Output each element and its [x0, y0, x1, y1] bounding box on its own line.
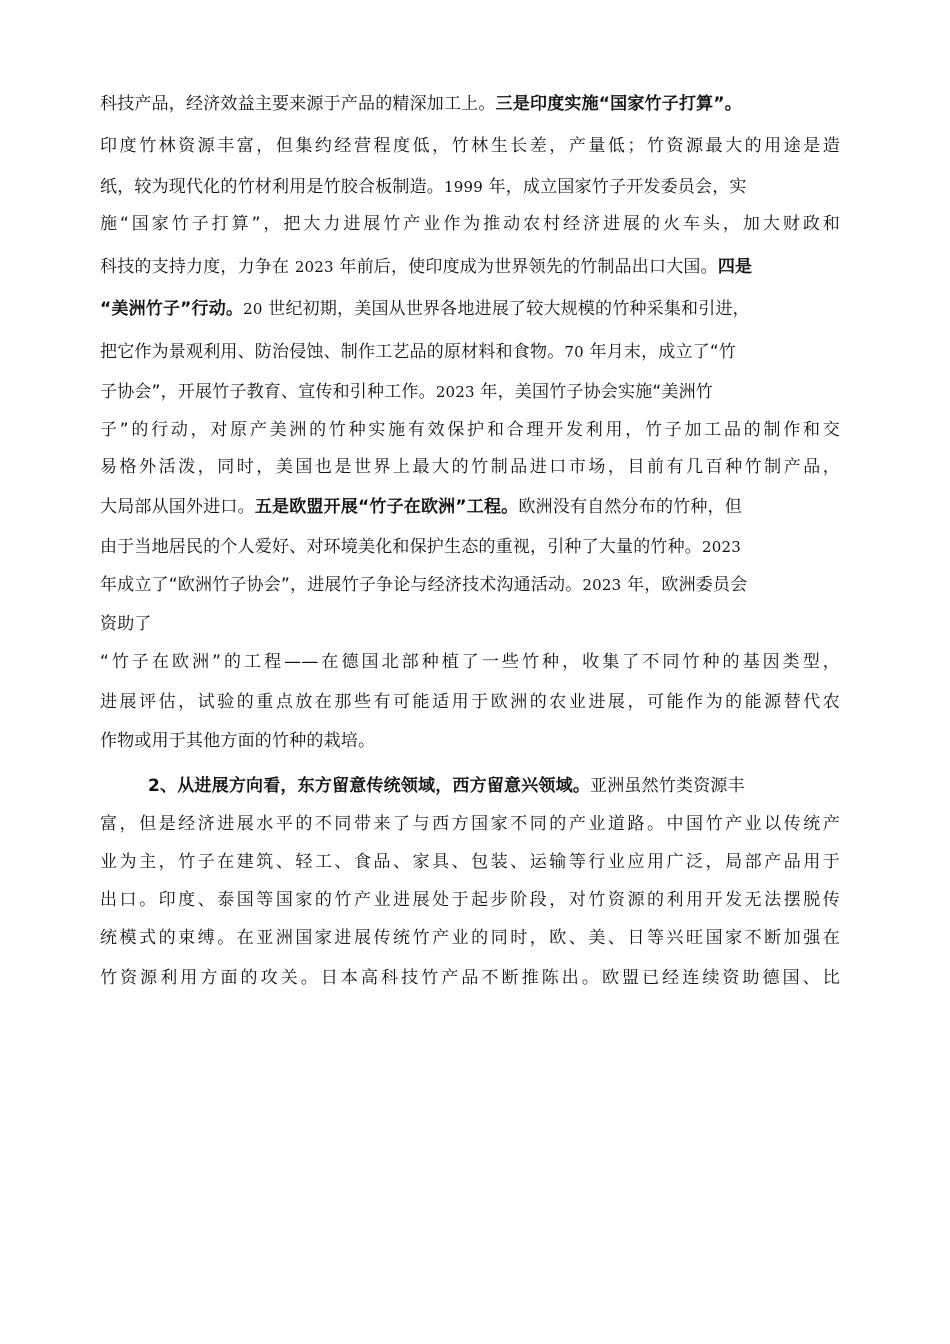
text-segment: 纸，较为现代化的竹材利用是竹胶合板制造。 [100, 177, 444, 197]
number-text-segment: 2023 [702, 538, 741, 556]
text-line [100, 573, 840, 597]
text-line [100, 212, 840, 236]
text-line [100, 650, 840, 674]
text-line [100, 255, 840, 279]
text-segment: 科技的支持力度，力争在 [100, 257, 295, 277]
bold-text-segment: “美洲竹子”行动。 [100, 299, 244, 319]
number-text-segment: 2023 [582, 576, 622, 594]
text-line [100, 612, 840, 636]
text-line [100, 380, 840, 404]
text-line [100, 535, 840, 559]
text-segment: 年前后，使印度成为世界领先的竹制品出口大国。 [333, 257, 718, 277]
number-text-segment: 70 [564, 343, 584, 361]
text-segment: 世纪初期，美国从世界各地进展了较大规模的竹种采集和引进， [262, 299, 750, 319]
text-segment: 富，但是经济进展水平的不同带来了与西方国家不同的产业道路。中国竹产业以传统产 [100, 814, 840, 834]
text-line [100, 495, 840, 519]
bold-text-segment: 2、从进展方向看，东方留意传统领域，西方留意兴领域。 [148, 776, 591, 796]
text-segment: 竹资源利用方面的攻关。日本高科技竹产品不断推陈出。欧盟已经连续资助德国、比 [100, 968, 840, 988]
text-segment: 统模式的束缚。在亚洲国家进展传统竹产业的同时，欧、美、日等兴旺国家不断加强在 [100, 928, 840, 948]
text-line [100, 92, 840, 116]
text-segment: 年成立了“欧洲竹子协会”，进展竹子争论与经济技术沟通活动。 [100, 575, 583, 595]
text-segment: 大局部从国外进口。 [100, 497, 255, 517]
text-segment: 进展评估，试验的重点放在那些有可能适用于欧洲的农业进展，可能作为的能源替代农 [100, 692, 840, 712]
bold-text-segment: 五是欧盟开展“竹子在欧洲”工程。 [254, 497, 519, 517]
number-text-segment: 2023 [435, 383, 475, 401]
text-line [100, 966, 840, 990]
text-segment: 把它作为景观利用、防治侵蚀、制作工艺品的原材料和食物。 [100, 342, 565, 362]
bold-text-segment: 三是印度实施“国家竹子打算”。 [495, 94, 742, 114]
text-segment: 亚洲虽然竹类资源丰 [590, 776, 745, 796]
text-segment: 业为主，竹子在建筑、轻工、食品、家具、包装、运输等行业应用广泛，局部产品用于 [100, 852, 840, 872]
text-segment: 年，美国竹子协会实施“美洲竹 [474, 382, 714, 402]
text-segment: 印度竹林资源丰富，但集约经营程度低，竹林生长差，产量低；竹资源最大的用途是造 [100, 136, 840, 156]
text-segment: 子协会”，开展竹子教育、宣传和引种工作。 [100, 382, 436, 402]
text-segment: 由于当地居民的个人爱好、对环境美化和保护生态的重视，引种了大量的竹种。 [100, 537, 702, 557]
text-line [100, 297, 840, 321]
number-text-segment: 2023 [294, 258, 334, 276]
number-text-segment: 1999 [444, 178, 483, 196]
text-segment: 资助了 [100, 614, 152, 634]
text-line [100, 340, 840, 364]
text-line [100, 690, 840, 714]
text-segment: 子”的行动，对原产美洲的竹种实施有效保护和合理开发利用，竹子加工品的制作和交 [100, 420, 840, 440]
text-segment: 年，成立国家竹子开发委员会，实 [482, 177, 747, 197]
text-line [100, 455, 840, 479]
text-segment: 年，欧洲委员会 [621, 575, 748, 595]
text-segment: 出口。印度、泰国等国家的竹产业进展处于起步阶段，对竹资源的利用开发无法摆脱传 [100, 890, 840, 910]
text-line [100, 418, 840, 442]
text-segment: 易格外活泼，同时，美国也是世界上最大的竹制品进口市场，目前有几百种竹制产品， [100, 457, 840, 477]
bold-text-segment: 四是 [717, 257, 753, 277]
text-segment: 科技产品，经济效益主要来源于产品的精深加工上。 [100, 94, 496, 114]
number-text-segment: 20 [243, 300, 263, 318]
text-line [100, 926, 840, 950]
text-segment: 欧洲没有自然分布的竹种，但 [518, 497, 742, 517]
text-line [100, 888, 840, 912]
text-line [100, 850, 840, 874]
text-line [100, 175, 840, 199]
text-segment: 年月末，成立了“竹 [583, 342, 737, 362]
text-segment: 作物或用于其他方面的竹种的栽培。 [100, 731, 376, 751]
text-line [100, 812, 840, 836]
text-line [100, 729, 840, 753]
text-segment: 施“国家竹子打算”，把大力进展竹产业作为推动农村经济进展的火车头，加大财政和 [100, 214, 840, 234]
text-line [100, 134, 840, 158]
text-line [148, 774, 840, 798]
text-segment: “竹子在欧洲”的工程——在德国北部种植了一些竹种，收集了不同竹种的基因类型， [100, 652, 840, 672]
